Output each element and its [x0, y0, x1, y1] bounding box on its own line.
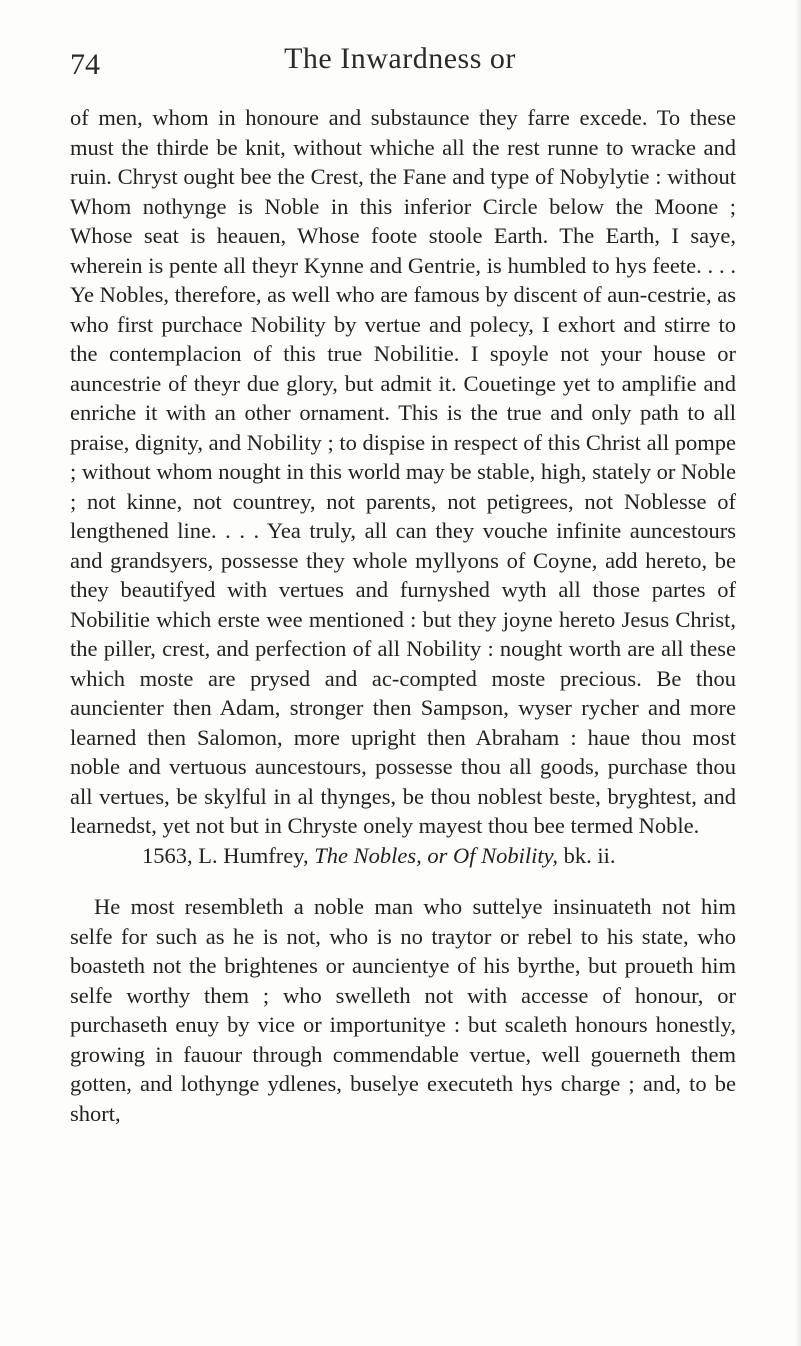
attribution-date-author: 1563, L. Humfrey, [142, 842, 315, 868]
attribution-work-title: The Nobles, or Of Nobility, [314, 842, 559, 868]
quote-paragraph: of men, whom in honoure and substaunce they farre excede. To these must the thirde be knit, without whiche all the rest runne to wracke and ruin. Chryst ought bee the Crest, the Fane and type of Nobylytie : without Whom nothynge is Noble in this inferior Circle below the Moone ; Whose seat is heauen, Whose foote stoole Earth. The Earth, I saye, wherein is pente all theyr Kynne and Gentrie, is humbled to hys feete. . . . Ye Nobles, therefore, as well who are famous by discent of aun-cestrie, as who first purchace Nobility by vertue and polecy, I exhort and stirre to the contemplacion of this true Nobilitie. I spoyle not your house or auncestrie of theyr due glory, but admit it. Couetinge yet to amplifie and enriche it with an other ornament. This is the true and only path to all praise, dignity, and Nobility ; to dispise in respect of this Christ all pompe ; without whom nought in this world may be stable, high, stately or Noble ; not kinne, not countrey, not parents, not petigrees, not Noblesse of lengthened line. . . . Yea truly, all can they vouche infinite auncestours and grandsyers, possesse they whole myllyons of Coyne, add hereto, be they beautifyed with vertues and furnyshed wyth all those partes of Nobilitie which erste wee mentioned : but they joyne hereto Jesus Christ, the piller, crest, and perfection of all Nobility : nought worth are all these which moste are prysed and ac-compted moste precious. Be thou auncienter then Adam, stronger then Sampson, wyser rycher and more learned then Salomon, more upright then Abraham : haue thou most noble and vertuous auncestours, possesse thou all goods, purchase thou all vertues, be skylful in al thynges, be thou noblest beste, bryghtest, and learnedst, yet not but in Chryste onely mayest thou bee termed Noble. [70, 105, 736, 838]
page-number: 74 [70, 48, 100, 81]
page-header [70, 38, 730, 88]
running-title: The Inwardness or [284, 42, 516, 75]
attribution-book: bk. ii. [558, 842, 616, 868]
page-body [70, 103, 736, 1128]
page-edge-shadow [795, 0, 801, 1346]
second-paragraph: He most resembleth a noble man who suttelye insinuateth not him selfe for such as he is not, who is no traytor or rebel to his state, who boasteth not the brightenes or auncientye of his byrthe, but proueth him selfe worthy them ; who swelleth not with accesse of honour, or purchaseth enuy by vice or importunitye : but scaleth honours honestly, growing in fauour through commendable vertue, well gouerneth them gotten, and lothynge ydlenes, buselye executeth hys charge ; and, to be short, [70, 894, 736, 1126]
quote-attribution [70, 841, 736, 871]
